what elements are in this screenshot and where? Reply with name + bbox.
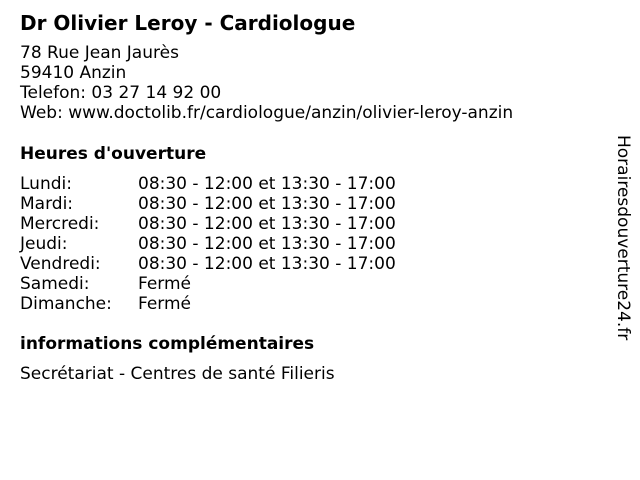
day-label: Mardi:	[20, 194, 74, 214]
day-label: Samedi:	[20, 274, 90, 294]
street-address: 78 Rue Jean Jaurès	[20, 43, 179, 63]
phone-number: Telefon: 03 27 14 92 00	[20, 83, 222, 103]
city-address: 59410 Anzin	[20, 63, 127, 83]
time-value: Fermé	[138, 294, 192, 314]
time-value: Fermé	[138, 274, 192, 294]
time-value: 08:30 - 12:00 et 13:30 - 17:00	[138, 194, 396, 214]
watermark: Horairesdouverture24.fr	[613, 135, 633, 341]
day-label: Dimanche:	[20, 294, 112, 314]
hours-heading: Heures d'ouverture	[20, 144, 207, 164]
extra-info-heading: informations complémentaires	[20, 334, 315, 354]
time-value: 08:30 - 12:00 et 13:30 - 17:00	[138, 174, 396, 194]
page-title: Dr Olivier Leroy - Cardiologue	[20, 11, 356, 35]
time-value: 08:30 - 12:00 et 13:30 - 17:00	[138, 234, 396, 254]
day-label: Vendredi:	[20, 254, 101, 274]
contact-info	[20, 43, 513, 123]
time-value: 08:30 - 12:00 et 13:30 - 17:00	[138, 214, 396, 234]
day-label: Lundi:	[20, 174, 72, 194]
day-label: Jeudi:	[20, 234, 68, 254]
day-label: Mercredi:	[20, 214, 100, 234]
extra-info-text: Secrétariat - Centres de santé Filieris	[20, 364, 335, 384]
time-value: 08:30 - 12:00 et 13:30 - 17:00	[138, 254, 396, 274]
website: Web: www.doctolib.fr/cardiologue/anzin/olivier-leroy-anzin	[20, 103, 514, 123]
